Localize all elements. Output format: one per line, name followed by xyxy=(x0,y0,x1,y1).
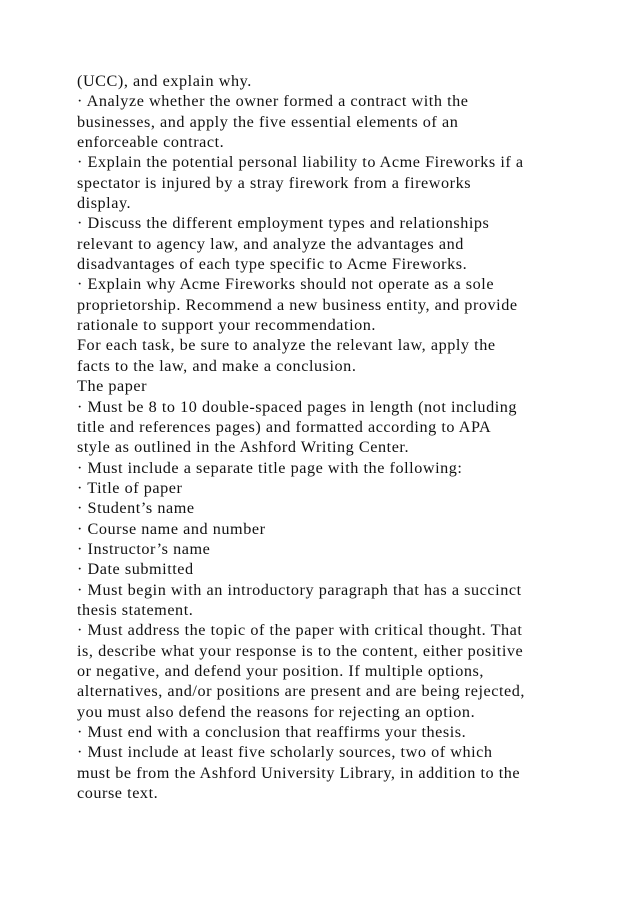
text-line: · Must begin with an introductory paragraph that has a succinct xyxy=(77,580,522,599)
text-line: · Explain why Acme Fireworks should not operate as a sole xyxy=(77,275,495,294)
text-line: businesses, and apply the five essential elements of an xyxy=(77,112,459,131)
text-line: · Must address the topic of the paper with critical thought. That xyxy=(77,621,523,640)
text-line: title and references pages) and formatted according to APA xyxy=(77,417,492,436)
text-line: must be from the Ashford University Library, in addition to the xyxy=(77,763,521,782)
text-line: display. xyxy=(77,194,132,213)
text-line: proprietorship. Recommend a new business entity, and provide xyxy=(77,295,518,314)
text-line: · Course name and number xyxy=(77,519,266,538)
text-line: · Explain the potential personal liability to Acme Fireworks if a xyxy=(77,153,524,172)
text-line: · Analyze whether the owner formed a contract with the xyxy=(77,92,469,111)
text-line: · Instructor’s name xyxy=(77,539,211,558)
text-line: relevant to agency law, and analyze the advantages and xyxy=(77,234,464,253)
text-line: or negative, and defend your position. If multiple options, xyxy=(77,661,484,680)
text-line: facts to the law, and make a conclusion. xyxy=(77,356,357,375)
text-line: spectator is injured by a stray firework from a fireworks xyxy=(77,173,472,192)
text-line: · Date submitted xyxy=(77,560,194,579)
text-line: style as outlined in the Ashford Writing Center. xyxy=(77,438,410,457)
text-line: thesis statement. xyxy=(77,600,194,619)
text-line: · Student’s name xyxy=(77,499,195,518)
text-line: course text. xyxy=(77,784,159,803)
text-line: · Must include at least five scholarly sources, two of which xyxy=(77,743,493,762)
text-line: · Discuss the different employment types and relationships xyxy=(77,214,490,233)
text-line: disadvantages of each type specific to Acme Fireworks. xyxy=(77,255,468,274)
document-body xyxy=(77,71,567,803)
text-line: The paper xyxy=(77,377,148,396)
text-line: enforceable contract. xyxy=(77,133,225,152)
text-line: · Must include a separate title page with the following: xyxy=(77,458,463,477)
text-line: alternatives, and/or positions are present and are being rejected, xyxy=(77,682,526,701)
text-line: · Must end with a conclusion that reaffirms your thesis. xyxy=(77,723,467,741)
text-line: (UCC), and explain why. xyxy=(77,72,252,90)
text-line: is, describe what your response is to the content, either positive xyxy=(77,641,524,660)
text-line: · Title of paper xyxy=(77,478,183,497)
text-line: rationale to support your recommendation. xyxy=(77,316,377,335)
text-line: you must also defend the reasons for rejecting an option. xyxy=(77,702,476,721)
text-line: For each task, be sure to analyze the relevant law, apply the xyxy=(77,336,496,355)
text-line: · Must be 8 to 10 double-spaced pages in length (not including xyxy=(77,397,518,416)
